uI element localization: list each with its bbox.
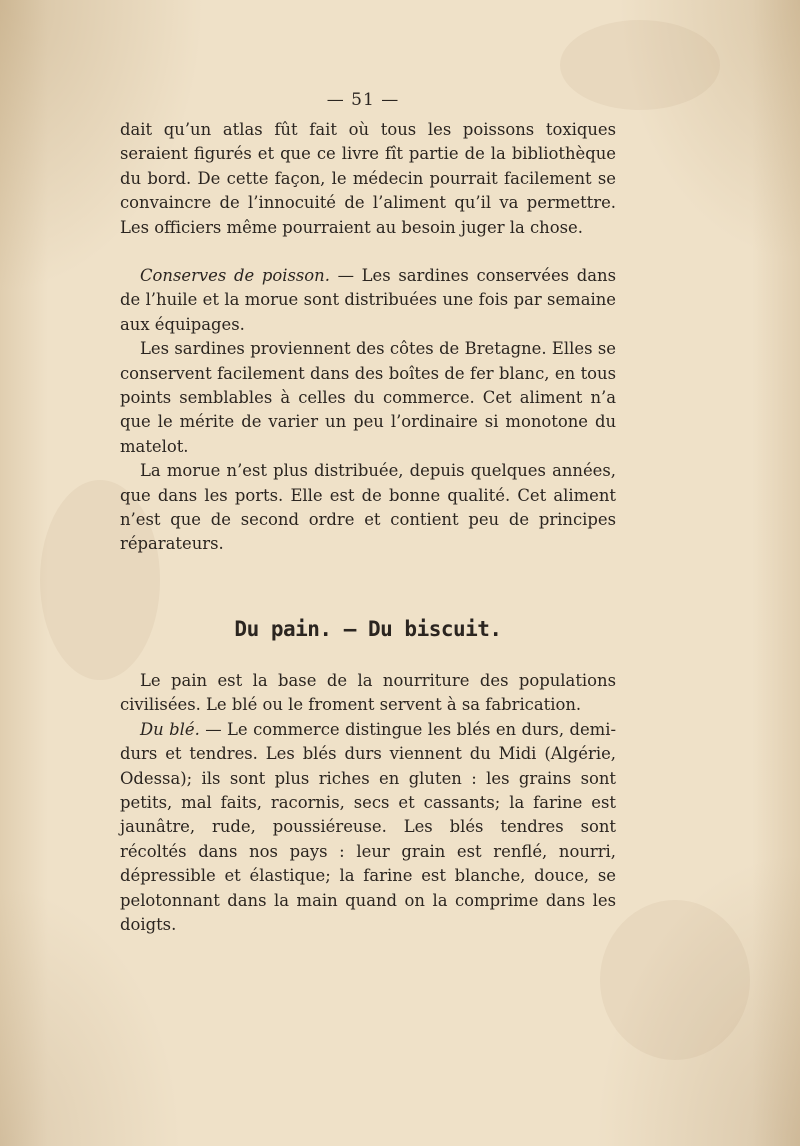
paper-stain: [600, 900, 750, 1060]
paragraph: dait qu’un atlas fût fait où tous les poissons toxiques seraient figurés et que ce livre fît partie de la bibliothèque du bord. De cette façon, le médecin pourrait facilement se convaincre de l’innocuité de l’aliment qu’il va permettre. Les officiers même pourraient au besoin juger la chose.: [120, 120, 616, 237]
paragraph-text: — Le commerce distingue les blés en durs, demi-durs et tendres. Les blés durs viennent du Midi (Algérie, Odessa); ils sont plus riches en gluten : les grains sont petits, mal faits, racornis, secs et cassants; la farine est jaunâtre, rude, poussiéreuse. Les blés tendres sont récoltés dans nos pays : leur grain est renflé, nourri, dépressible et élastique; la farine est blanche, douce, se pelotonnant dans la main quand on la comprime dans les doigts.: [120, 719, 616, 935]
section-heading: Du pain. — Du biscuit.: [234, 617, 502, 641]
paragraph: Le pain est la base de la nourriture des populations civilisées. Le blé ou le froment servent à sa fabrication.: [120, 671, 616, 715]
paragraph-title: Conserves de poisson.: [140, 266, 330, 285]
paragraph-title: Du blé.: [140, 719, 200, 739]
paragraph: La morue n’est plus distribuée, depuis quelques années, que dans les ports. Elle est de bonne qualité. Cet aliment n’est que de second ordre et contient peu de principes réparateurs.: [120, 461, 616, 554]
paragraph: [120, 264, 616, 337]
text-block-intro: [120, 118, 616, 240]
text-block-conserves: [120, 264, 616, 557]
paragraph: [120, 718, 616, 938]
page-number: — 51 —: [326, 90, 400, 110]
text-block-pain: [120, 669, 616, 937]
paragraph-text: — Les sardines conservées dans de l’huile et la morue sont distribuées une fois par semaine aux équipages.: [120, 266, 616, 334]
paragraph: Les sardines proviennent des côtes de Bretagne. Elles se conservent facilement dans des boîtes de fer blanc, en tous points semblables à celles du commerce. Cet aliment n’a que le mérite de varier un peu l’ordinaire si monotone du matelot.: [120, 339, 616, 456]
